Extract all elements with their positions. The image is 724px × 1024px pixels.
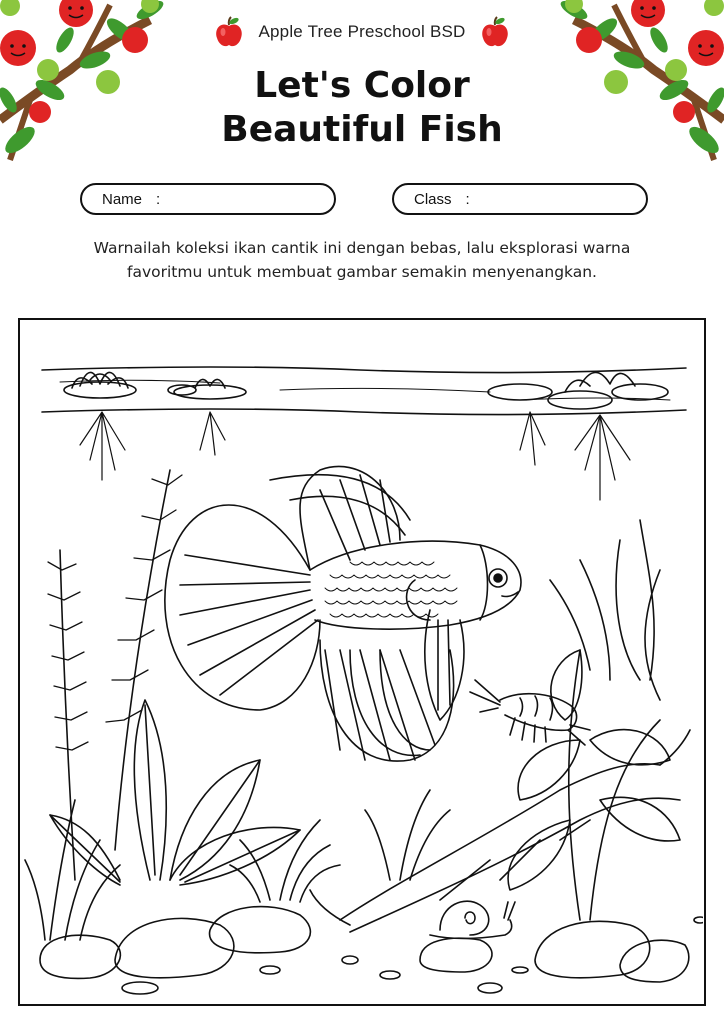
page-title xyxy=(0,64,724,152)
apple-icon xyxy=(480,16,510,48)
lily-pads-right xyxy=(488,372,668,409)
lily-flower-small xyxy=(168,379,246,399)
pebbles xyxy=(40,907,703,994)
instructions-line-1: Warnailah koleksi ikan cantik ini dengan bebas, lalu eksplorasi warna xyxy=(93,239,631,257)
hanging-roots xyxy=(80,412,630,500)
instructions-line-2: favoritmu untuk membuat gambar semakin menyenangkan. xyxy=(127,263,597,281)
grass-tuft-left xyxy=(25,800,120,940)
class-label: Class xyxy=(414,190,452,208)
right-leaf-plant xyxy=(508,520,680,920)
apple-icon xyxy=(214,16,244,48)
broad-leaf-plant xyxy=(50,700,300,885)
name-colon: : xyxy=(156,190,161,208)
snail xyxy=(430,901,515,938)
title-line-2: Beautiful Fish xyxy=(221,109,503,150)
name-label: Name xyxy=(102,190,143,208)
school-header xyxy=(0,16,724,48)
lily-flower-left xyxy=(64,372,136,398)
betta-fish-illustration xyxy=(20,320,703,1003)
title-line-1: Let's Color xyxy=(254,65,470,106)
class-colon: : xyxy=(465,190,470,208)
school-name: Apple Tree Preschool BSD xyxy=(258,22,466,41)
left-stem-plant xyxy=(48,470,182,880)
betta-fish xyxy=(165,466,521,761)
class-field[interactable] xyxy=(392,183,648,215)
instructions xyxy=(40,236,684,284)
coloring-frame xyxy=(18,318,706,1006)
name-field[interactable] xyxy=(80,183,336,215)
